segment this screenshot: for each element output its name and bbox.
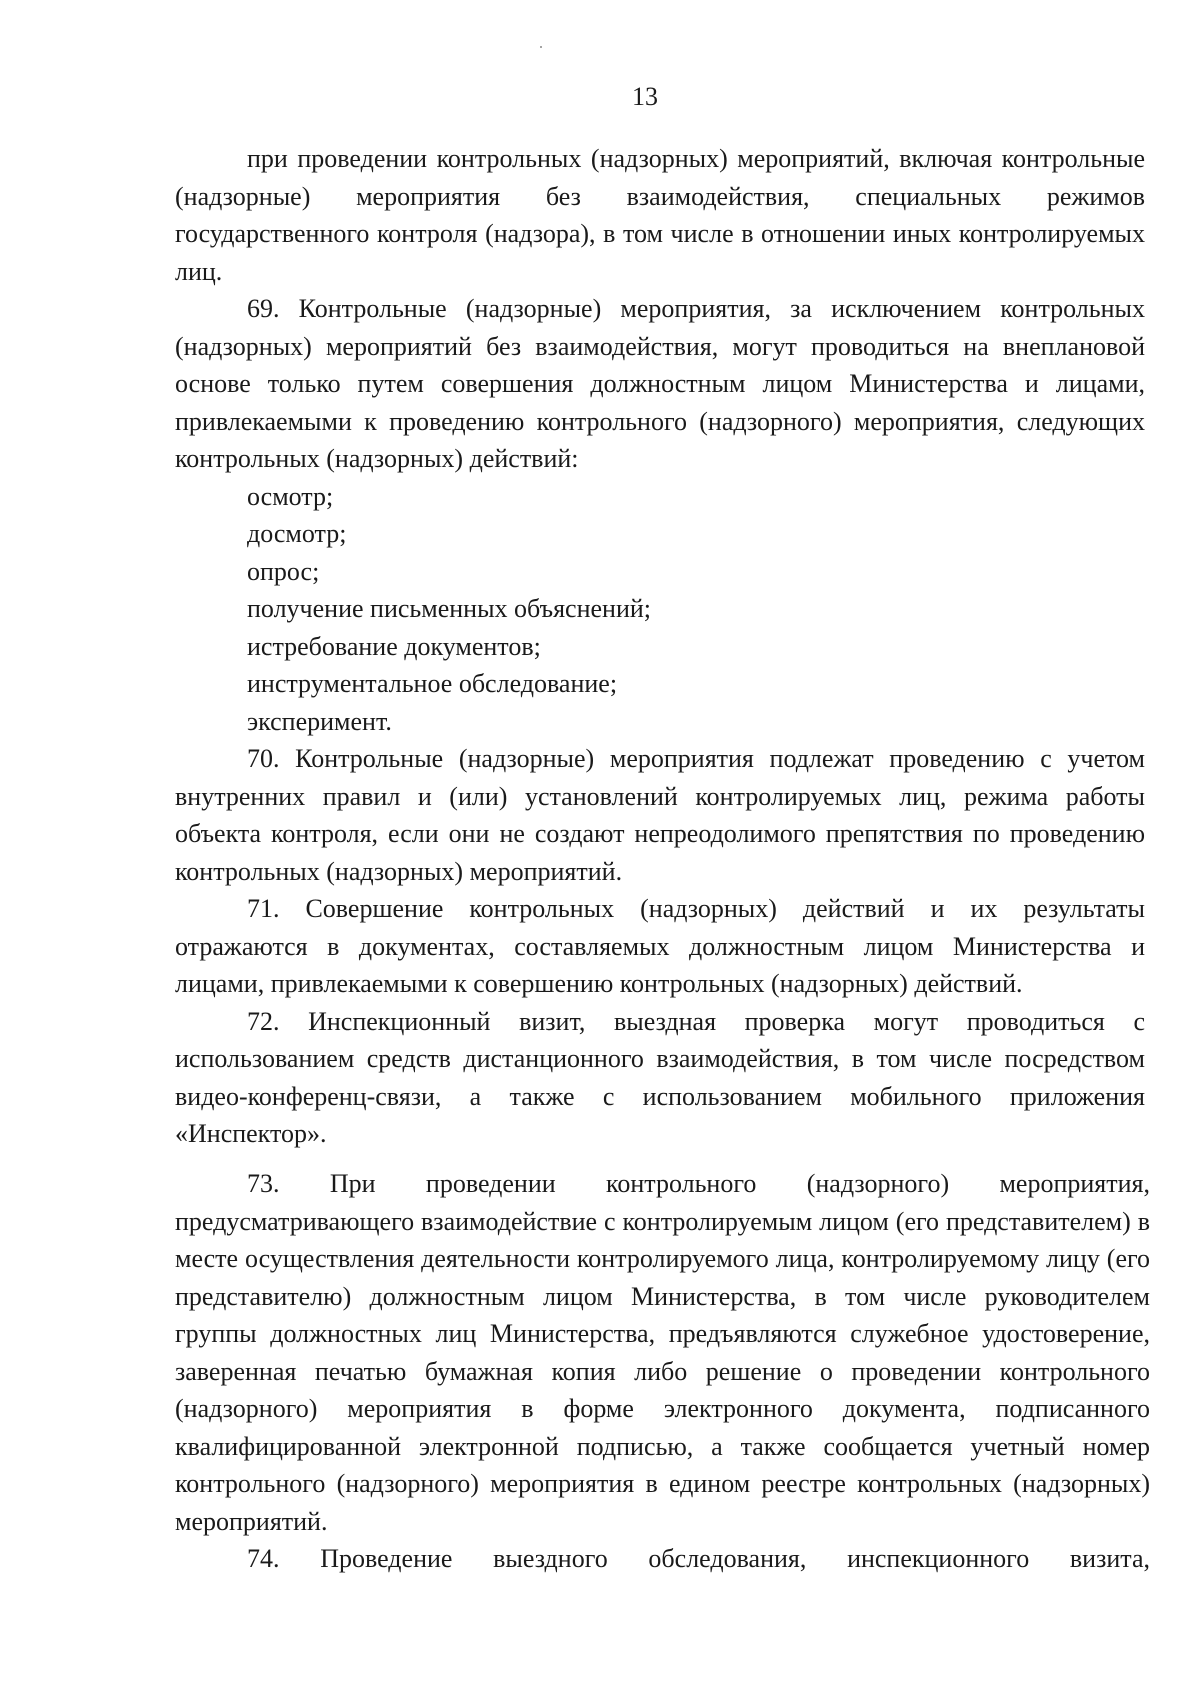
document-body-lower [175,1165,1150,1578]
page-number: 13 [632,82,658,111]
document-body-upper [175,140,1145,1153]
list-item: эксперимент. [247,706,392,736]
list-item: истребование документов; [247,631,541,661]
paragraph-70: 70. Контрольные (надзорные) мероприятия подлежат проведению с учетом внутренних правил и (или) установлений контролируемых лиц, режима работы объекта контроля, если они не создают непреодолимого препятствия по проведению контрольных (надзорных) мероприятий. [175,744,1145,886]
list-item: опрос; [247,556,320,586]
paragraph-74: 74. Проведение выездного обследования, инспекционного визита, [247,1544,1150,1573]
list-item: получение письменных объяснений; [247,594,651,623]
list-item: осмотр; [247,481,334,511]
list-item: инструментальное обследование; [247,669,618,698]
paragraph-continuation: при проведении контрольных (надзорных) мероприятий, включая контрольные (надзорные) мероприятия без взаимодействия, специальных режимов государственного контроля (надзора), в том числе в отношении иных контролируемых лиц. [175,144,1145,286]
list-item: досмотр; [247,519,347,548]
scan-speck [540,46,542,48]
paragraph-69: 69. Контрольные (надзорные) мероприятия, за исключением контрольных (надзорных) мероприятий без взаимодействия, могут проводиться на внеплановой основе только путем совершения должностным лицом Министерства и лицами, привлекаемыми к проведению контрольного (надзорного) мероприятия, следующих контрольных (надзорных) действий: [175,294,1145,473]
paragraph-71: 71. Совершение контрольных (надзорных) действий и их результаты отражаются в документах, составляемых должностным лицом Министерства и лицами, привлекаемыми к совершению контрольных (надзорных) действий. [175,894,1145,998]
paragraph-73: 73. При проведении контрольного (надзорного) мероприятия, предусматривающего взаимодействие с контролируемым лицом (его представителем) в месте осуществления деятельности контролируемого лица, контролируемому лицу (его представителю) должностным лицом Министерства, в том числе руководителем группы должностных лиц Министерства, предъявляются служебное удостоверение, заверенная печатью бумажная копия либо решение о проведении контрольного (надзорного) мероприятия в форме электронного документа, подписанного квалифицированной электронной подписью, а также сообщается учетный номер контрольного (надзорного) мероприятия в едином реестре контрольных (надзорных) мероприятий. [175,1169,1150,1536]
paragraph-72: 72. Инспекционный визит, выездная проверка могут проводиться с использованием средств дистанционного взаимодействия, в том числе посредством видео-конференц-связи, а также с использованием мобильного приложения «Инспектор». [175,1006,1145,1148]
